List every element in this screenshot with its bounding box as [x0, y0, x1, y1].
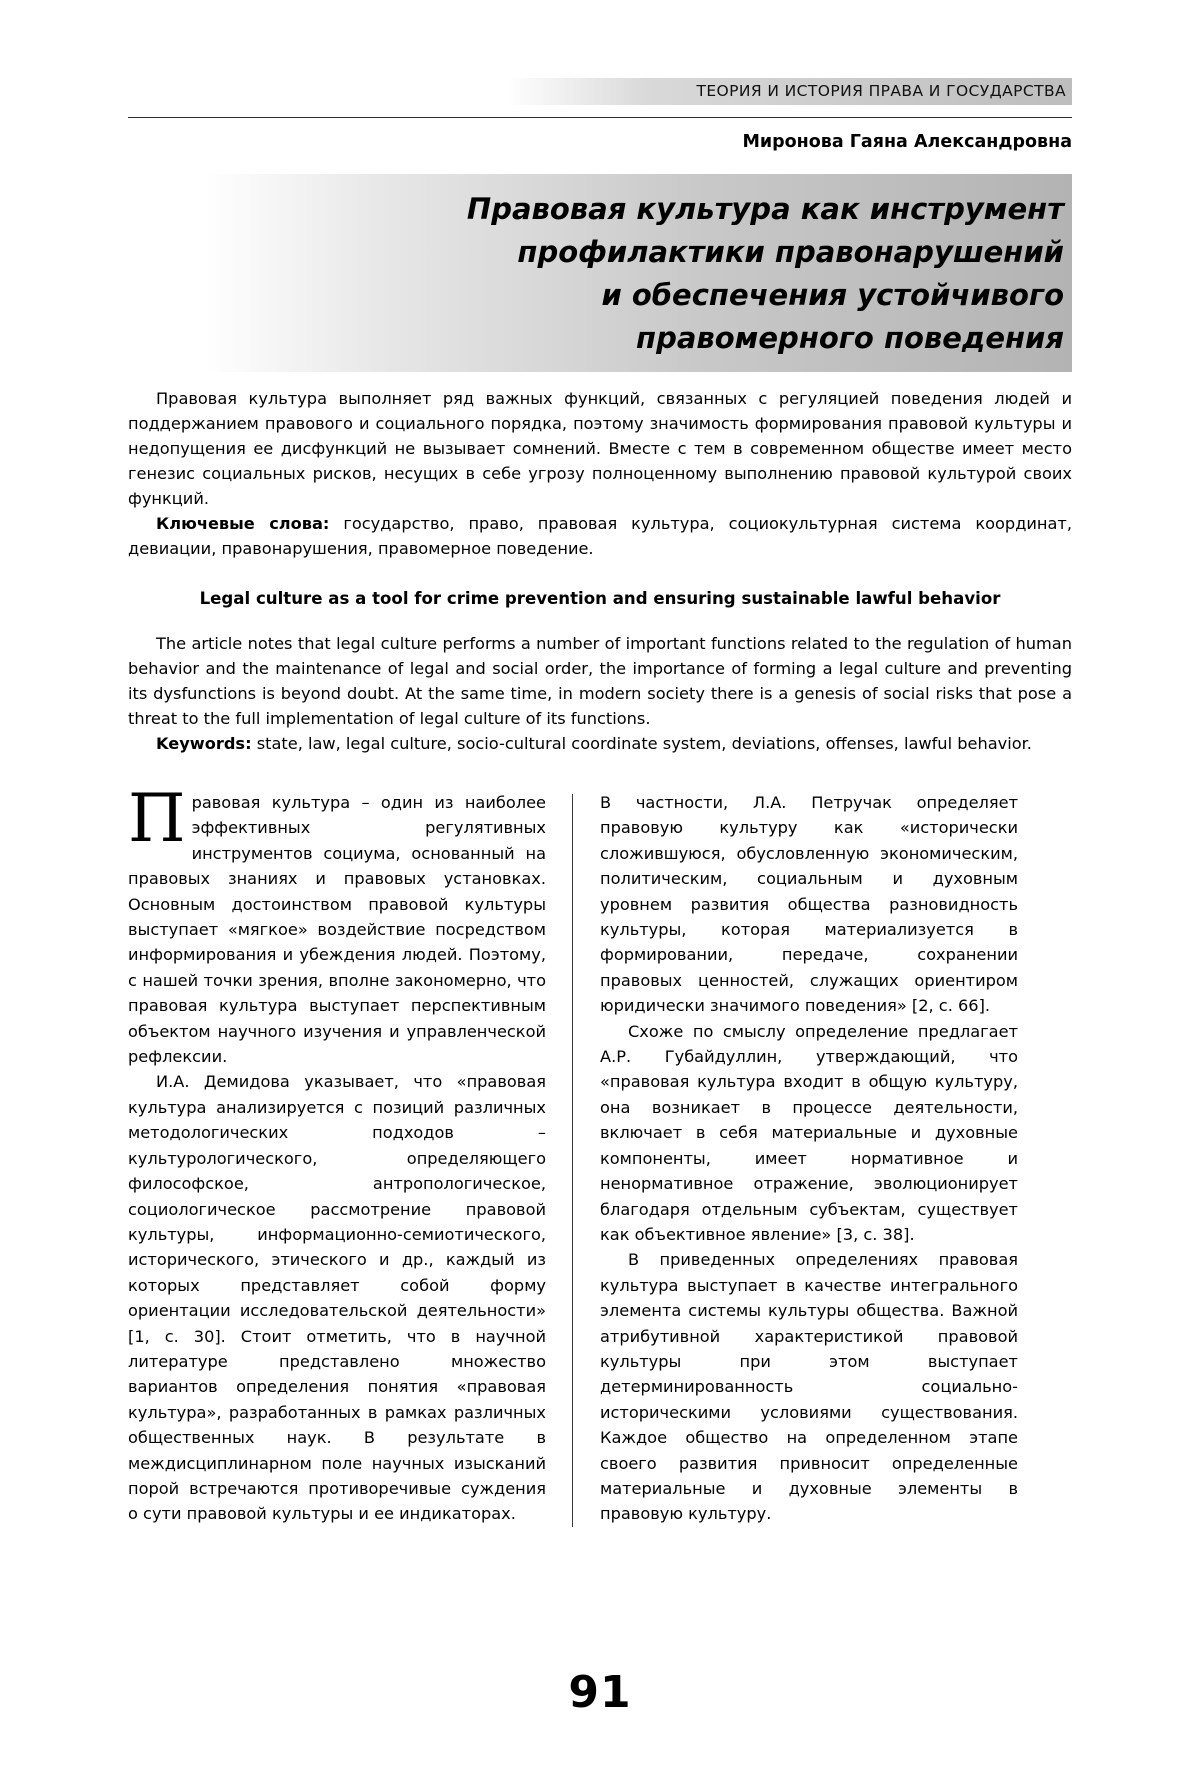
keywords-ru-label: Ключевые слова:	[156, 514, 330, 533]
body-column-left	[128, 780, 572, 1527]
title-line-1: Правовая культура как инструмент	[466, 192, 1064, 226]
keywords-ru-list: государство, право, правовая культура, социокультурная система координат, девиации, правонарушения, правомерное поведение.	[128, 514, 1072, 558]
body-paragraph-1-text: равовая культура – один из наиболее эффективных регулятивных инструментов социума, основанный на правовых знаниях и правовых установках. Основным достоинством правовой культуры выступает «мягкое» воздействие посредством информирования и убеждения людей. Поэтому, с нашей точки зрения, вполне закономерно, что правовая культура выступает перспективным объектом научного изучения и управленческой рефлексии.	[128, 793, 546, 1067]
body-column-right	[572, 790, 1018, 1527]
keywords-en-list: state, law, legal culture, socio-cultural coordinate system, deviations, offenses, lawful behavior.	[251, 734, 1032, 753]
abstract-english	[128, 631, 1072, 756]
article-title	[128, 174, 1072, 372]
abstract-russian	[128, 386, 1072, 561]
title-line-4: правомерного поведения	[636, 321, 1064, 355]
title-line-2: профилактики правонарушений	[517, 235, 1064, 269]
keywords-english	[128, 731, 1072, 756]
page-number: 91	[568, 1667, 632, 1718]
body-paragraph-4: Схоже по смыслу определение предлагает А.Р. Губайдуллин, утверждающий, что «правовая культура входит в общую культуру, она возникает в процессе деятельности, включает в себя материальные и духовные компоненты, имеет нормативное и ненормативное отражение, эволюционирует благодаря отдельным субъектам, существует как объективное явление» [3, с. 38].	[600, 1021, 1018, 1244]
title-line-3: и обеспечения устойчивого	[601, 278, 1064, 312]
keywords-en-label: Keywords:	[156, 734, 252, 753]
abstract-en-text: The article notes that legal culture performs a number of important functions related to the regulation of human behavior and the maintenance of legal and social order, the importance of forming a legal culture and preventing its dysfunctions is beyond doubt. At the same time, in modern society there is a genesis of social risks that pose a threat to the full implementation of legal culture of its functions.	[128, 634, 1072, 728]
header-divider	[128, 117, 1072, 118]
drop-cap: П	[128, 780, 186, 857]
article-title-english: Legal culture as a tool for crime prevention and ensuring sustainable lawful behavior	[199, 589, 1001, 608]
body-paragraph-2: И.А. Демидова указывает, что «правовая культура анализируется с позиций различных методологических подходов – культурологического, определяющего философское, антропологическое, социологическое рассмотрение правовой культуры, информационно-семиотического, исторического, этического и др., каждый из которых представляет собой форму ориентации исследовательской деятельности» [1, с. 30]. Стоит отметить, что в научной литературе представлено множество вариантов определения понятия «правовая культура», разработанных в рамках различных общественных наук. В результате в междисциплинарном поле научных изысканий порой встречаются противоречивые суждения о сути правовой культуры и ее индикаторах.	[128, 1072, 546, 1524]
body-paragraph-1	[128, 780, 546, 1069]
abstract-ru-text: Правовая культура выполняет ряд важных функций, связанных с регуляцией поведения людей и поддержанием правового и социального порядка, поэтому значимость формирования правовой культуры и недопущения ее дисфункций не вызывает сомнений. Вместе с тем в современном обществе имеет место генезис социальных рисков, несущих в себе угрозу полноценному выполнению правовой культурой своих функций.	[128, 389, 1072, 508]
keywords-russian	[128, 511, 1072, 561]
body-paragraph-5: В приведенных определениях правовая культура выступает в качестве интегрального элемента системы культуры общества. Важной атрибутивной характеристикой правовой культуры при этом выступает детерминированность социально-историческими условиями существования. Каждое общество на определенном этапе своего развития привносит определенные материальные и духовные элементы в правовую культуру.	[600, 1250, 1018, 1524]
author-name: Миронова Гаяна Александровна	[742, 132, 1072, 152]
body-paragraph-3: В частности, Л.А. Петручак определяет правовую культуру как «исторически сложившуюся, обусловленную экономическим, политическим, социальным и духовным уровнем развития общества разновидность культуры, которая материализуется в формировании, передаче, сохранении правовых ценностей, служащих ориентиром юридически значимого поведения» [2, с. 66].	[600, 793, 1018, 1016]
running-head: ТЕОРИЯ И ИСТОРИЯ ПРАВА И ГОСУДАРСТВА	[128, 78, 1072, 105]
article-body	[128, 780, 1072, 1527]
article-page	[0, 78, 1200, 1776]
